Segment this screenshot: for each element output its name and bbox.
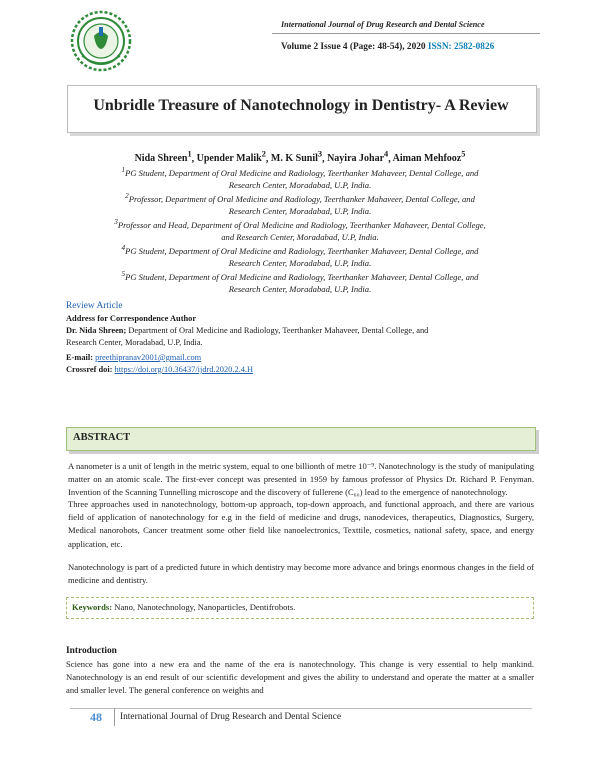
issn: ISSN: 2582-0826 [427, 42, 495, 52]
article-type: Review Article [66, 301, 123, 311]
abstract-paragraph-1: A nanometer is a unit of length in the metric system, equal to one billionth of metre 10⁻⁹. Nanotechnology is the study of manipulating matter on an atomic scale. The first-ever concept was presented in 1959 by famous professor of Physics Dr. Richard P. Fenyman. Invention of the Scanning Tunnelling microscope and the discovery of fullerene (C₆₀) lead to the emergence of nanotechnology. [68, 461, 534, 498]
doi-link[interactable]: https://doi.org/10.36437/ijdrd.2020.2.4.H [114, 365, 254, 374]
affiliation-5: $^5$PG Student, Department of Oral Medicine and Radiology, Teerthanker Mahaveer, Dental College, and Research Center, Moradabad, U.P, India. [121, 270, 479, 295]
paper-title: Unbridle Treasure of Nanotechnology in Dentistry- A Review [93, 97, 509, 114]
issue-line [281, 42, 494, 52]
correspondence-name: Dr. Nida Shreen; [66, 326, 127, 335]
affiliation-2: $^2$Professor, Department of Oral Medicine and Radiology, Teerthanker Mahaveer, Dental College, and Research Center, Moradabad, U.P, India. [125, 192, 475, 217]
abstract-paragraph-3: Nanotechnology is part of a predicted future in which dentistry may become more advance and brings enormous changes in the field of medicine and dentistry. [68, 562, 534, 586]
keywords-label: Keywords: [72, 602, 113, 612]
abstract-heading-box [66, 427, 536, 451]
keywords: Keywords: Nano, Nanotechnology, Nanoparticles, Dentifrobots. [72, 602, 296, 612]
introduction-heading: Introduction [66, 646, 117, 656]
page-number: 48 [90, 710, 102, 724]
doi-line: Crossref doi: https://doi.org/10.36437/ijdrd.2020.2.4.H [66, 365, 254, 374]
author-2: Upender Malik$^2$ [196, 150, 266, 165]
journal-name: International Journal of Drug Research and Dental Science [281, 20, 485, 29]
author-4: Nayira Johar$^4$ [327, 150, 389, 165]
author-3: M. K Sunil$^3$ [270, 150, 323, 165]
header-divider [272, 33, 540, 34]
affiliation-4: $^4$PG Student, Department of Oral Medicine and Radiology, Teerthanker Mahaveer, Dental College, and Research Center, Moradabad, U.P, India. [121, 244, 479, 269]
affiliation-1: $^1$PG Student, Department of Oral Medicine and Radiology, Teerthanker Mahaveer, Dental College, and Research Center, Moradabad, U.P, India. [121, 166, 479, 191]
abstract-paragraph-2: Three approaches used in nanotechnology, bottom-up approach, top-down approach, and functional approach, and there are various field of application of nanotechnology for e.g in the field of medicine and drugs, nanodevices, therapeutics, Diagnostics, Surgery, Medical nanorobots, Cancer treatment some other field like nanoelectronics, Texttile, cosmetics, national safety, space, and energy application, etc. [68, 499, 534, 549]
footer-journal: International Journal of Drug Research and Dental Science [120, 712, 342, 722]
author-5: Aiman Mehfooz$^5$ [392, 150, 466, 165]
email-link[interactable]: preethipranav2001@gmail.com [95, 353, 202, 362]
affiliation-3: $^3$Professor and Head, Department of Oral Medicine and Radiology, Teerthanker Mahaveer, Dental College, and Research Center, Moradabad, U.P, India. [114, 218, 486, 243]
introduction-text: Science has gone into a new era and the name of the era is nanotechnology. This change is very essential to help mankind. Nanotechnology is an end result of our scientific development and gives the ability to understand and operate the matter at a smaller and smaller level. The general conference on weights and [66, 659, 534, 695]
correspondence-address: Dr. Nida Shreen; Department of Oral Medicine and Radiology, Teerthanker Mahaveer, Dental College, and Research Center, Moradabad, U.P, India. [66, 326, 429, 348]
footer-divider [70, 708, 532, 709]
abstract-heading: ABSTRACT [73, 432, 131, 443]
author-1: Nida Shreen$^1$ [134, 150, 192, 165]
footer-separator [114, 708, 115, 726]
correspondence-heading: Address for Correspondence Author [66, 314, 197, 323]
issue-info: Volume 2 Issue 4 (Page: 48-54), 2020 [281, 42, 426, 52]
journal-logo [70, 10, 132, 72]
email-line: E-mail: preethipranav2001@gmail.com [66, 353, 202, 362]
author-list: Nida Shreen$^1$, Upender Malik$^2$, M. K Sunil$^3$, Nayira Johar$^4$, Aiman Mehfooz$^5$ [134, 150, 466, 165]
